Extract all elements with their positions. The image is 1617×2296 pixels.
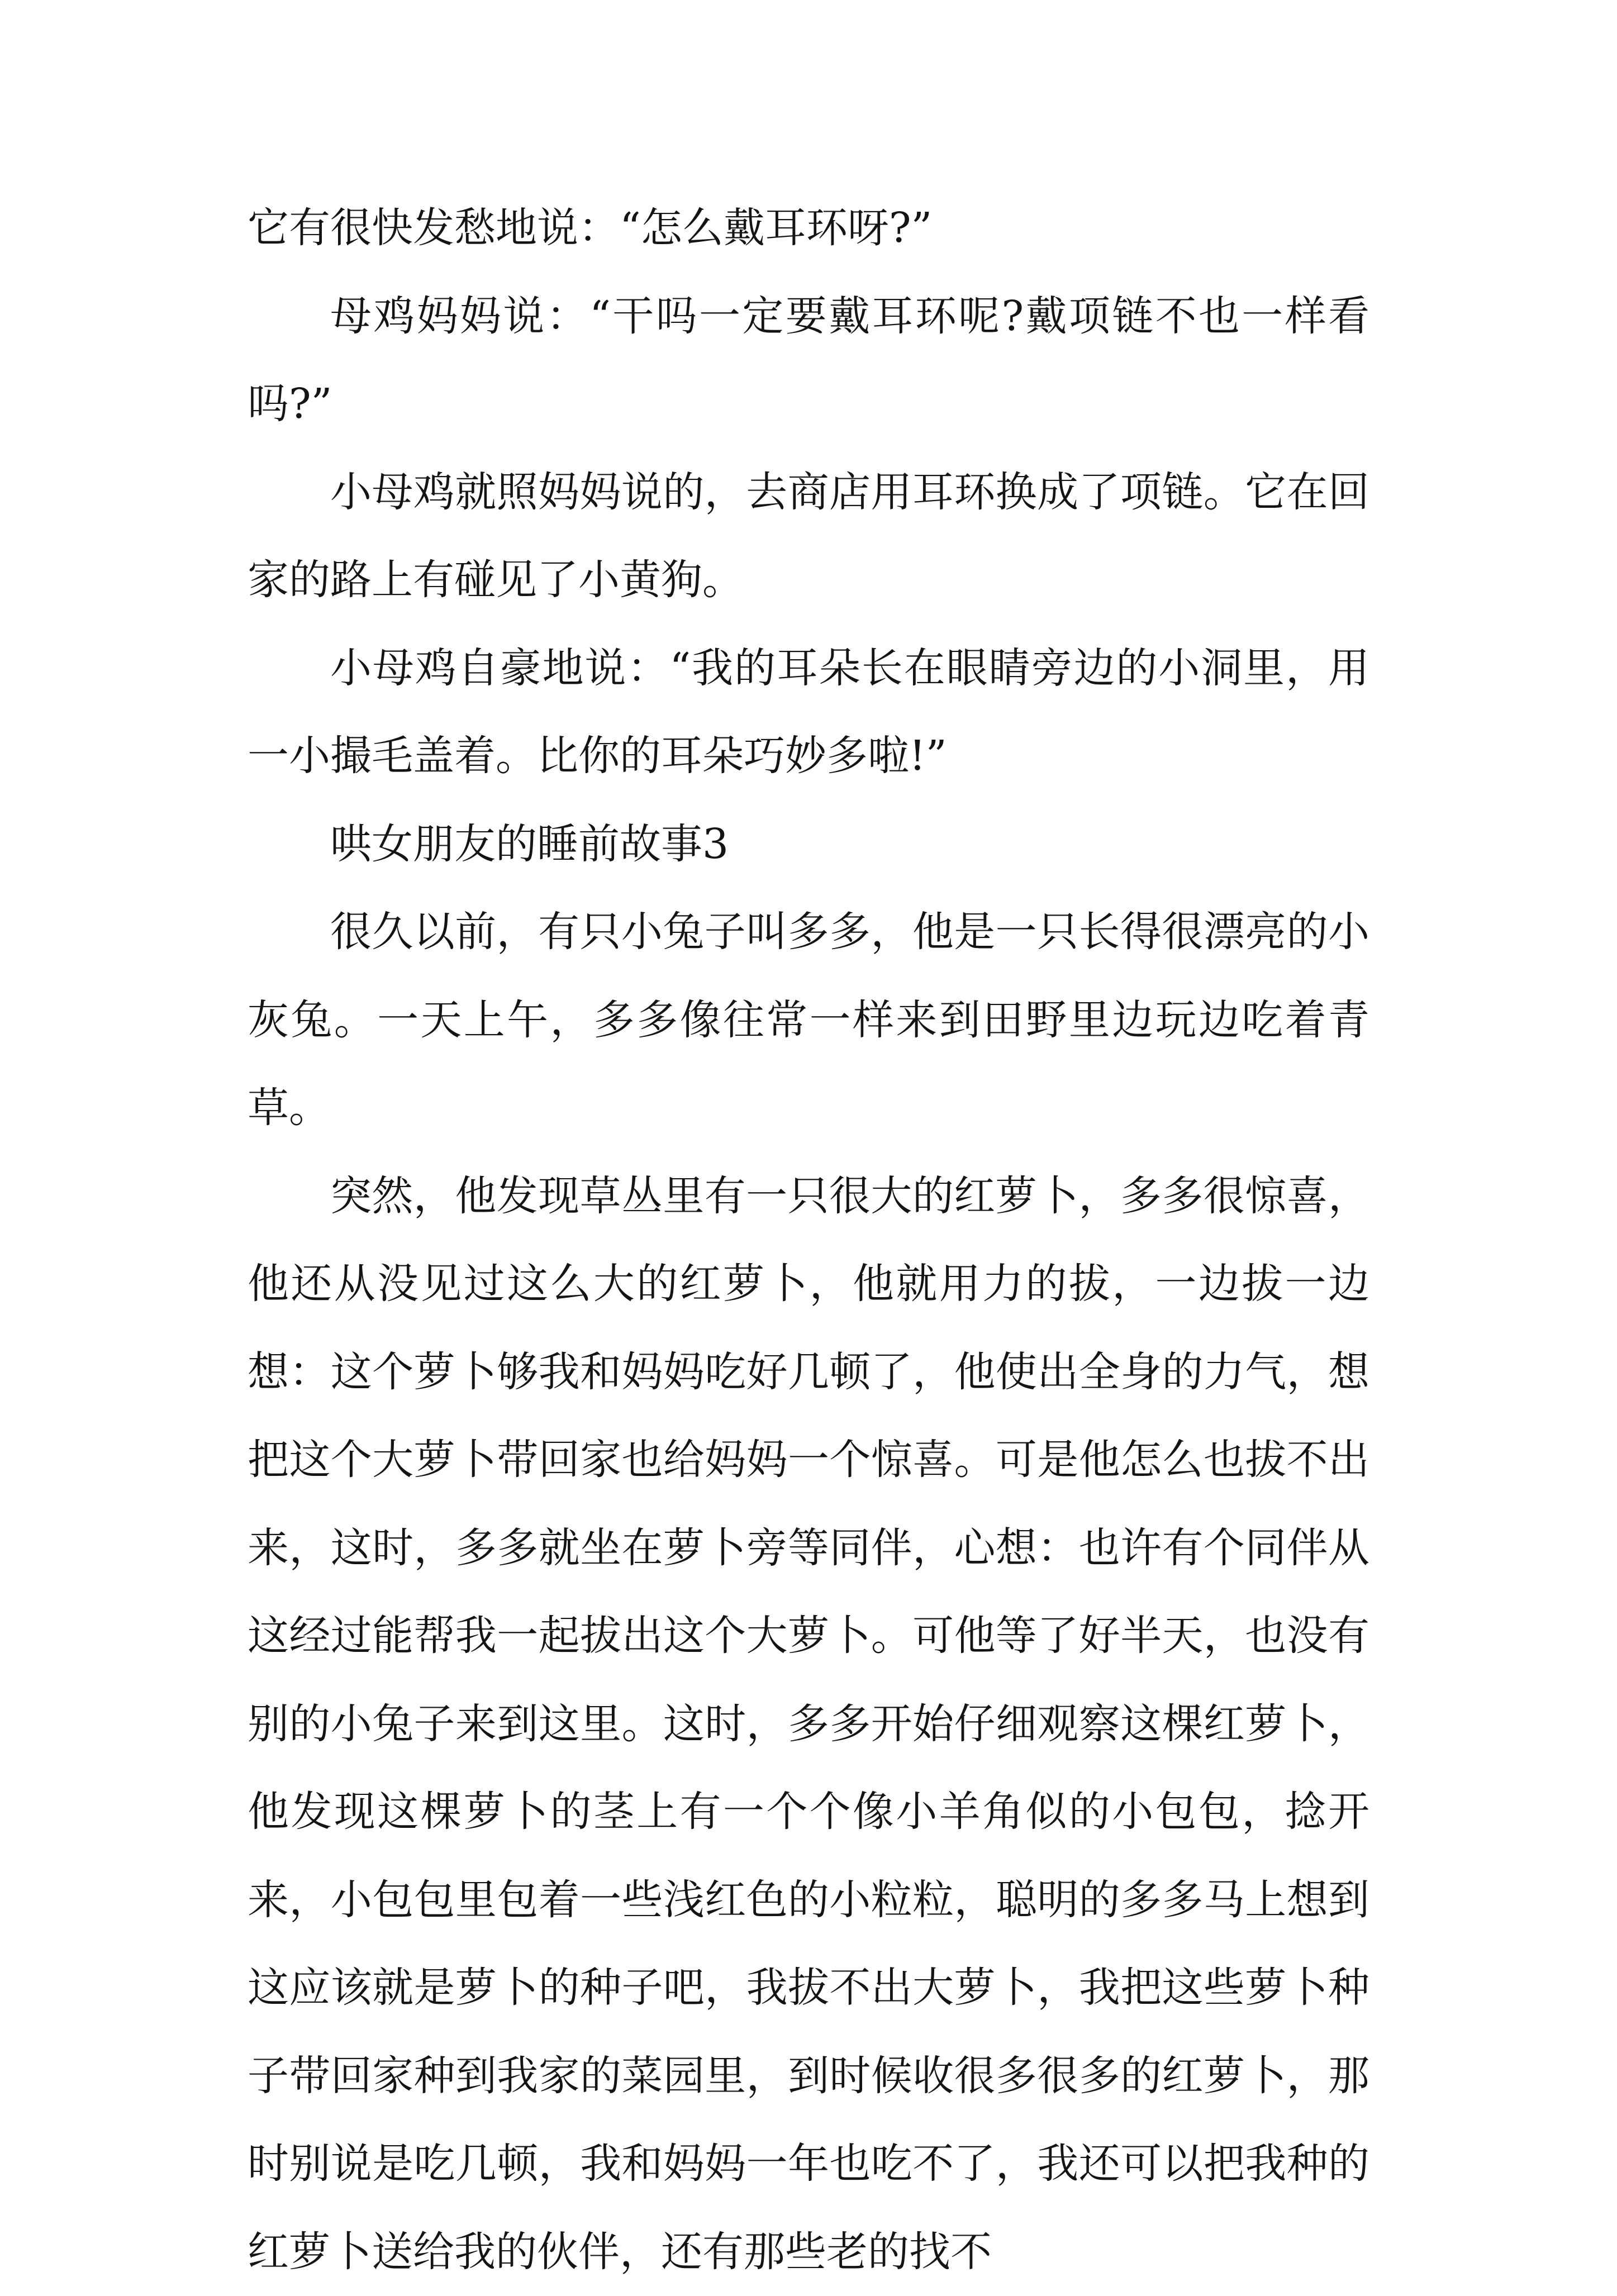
- paragraph-earring-worry: 它有很快发愁地说：“怎么戴耳环呀?”: [248, 184, 1369, 273]
- paragraph-hen-proud-ears: 小母鸡自豪地说：“我的耳朵长在眼睛旁边的小洞里，用一小撮毛盖着。比你的耳朵巧妙多啦!”: [248, 625, 1369, 801]
- document-body: [248, 184, 1369, 2296]
- paragraph-mother-hen-advice: 母鸡妈妈说：“干吗一定要戴耳环呢?戴项链不也一样看吗?”: [248, 273, 1369, 449]
- paragraph-rabbit-intro: 很久以前，有只小兔子叫多多，他是一只长得很漂亮的小灰兔。一天上午，多多像往常一样来到田野里边玩边吃着青草。: [248, 888, 1369, 1152]
- section-heading: 哄女朋友的睡前故事3: [248, 801, 1369, 889]
- paragraph-necklace-exchange: 小母鸡就照妈妈说的，去商店用耳环换成了项链。它在回家的路上有碰见了小黄狗。: [248, 449, 1369, 625]
- paragraph-big-carrot: 突然，他发现草丛里有一只很大的红萝卜，多多很惊喜，他还从没见过这么大的红萝卜，他就用力的拔，一边拔一边想：这个萝卜够我和妈妈吃好几顿了，他使出全身的力气，想把这个大萝卜带回家也给妈妈一个惊喜。可是他怎么也拔不出来，这时，多多就坐在萝卜旁等同伴，心想：也许有个同伴从这经过能帮我一起拔出这个大萝卜。可他等了好半天，也没有别的小兔子来到这里。这时，多多开始仔细观察这棵红萝卜，他发现这棵萝卜的茎上有一个个像小羊角似的小包包，捻开来，小包包里包着一些浅红色的小粒粒，聪明的多多马上想到这应该就是萝卜的种子吧，我拔不出大萝卜，我把这些萝卜种子带回家种到我家的菜园里，到时候收很多很多的红萝卜，那时别说是吃几顿，我和妈妈一年也吃不了，我还可以把我种的红萝卜送给我的伙伴，还有那些老的找不: [248, 1152, 1369, 2296]
